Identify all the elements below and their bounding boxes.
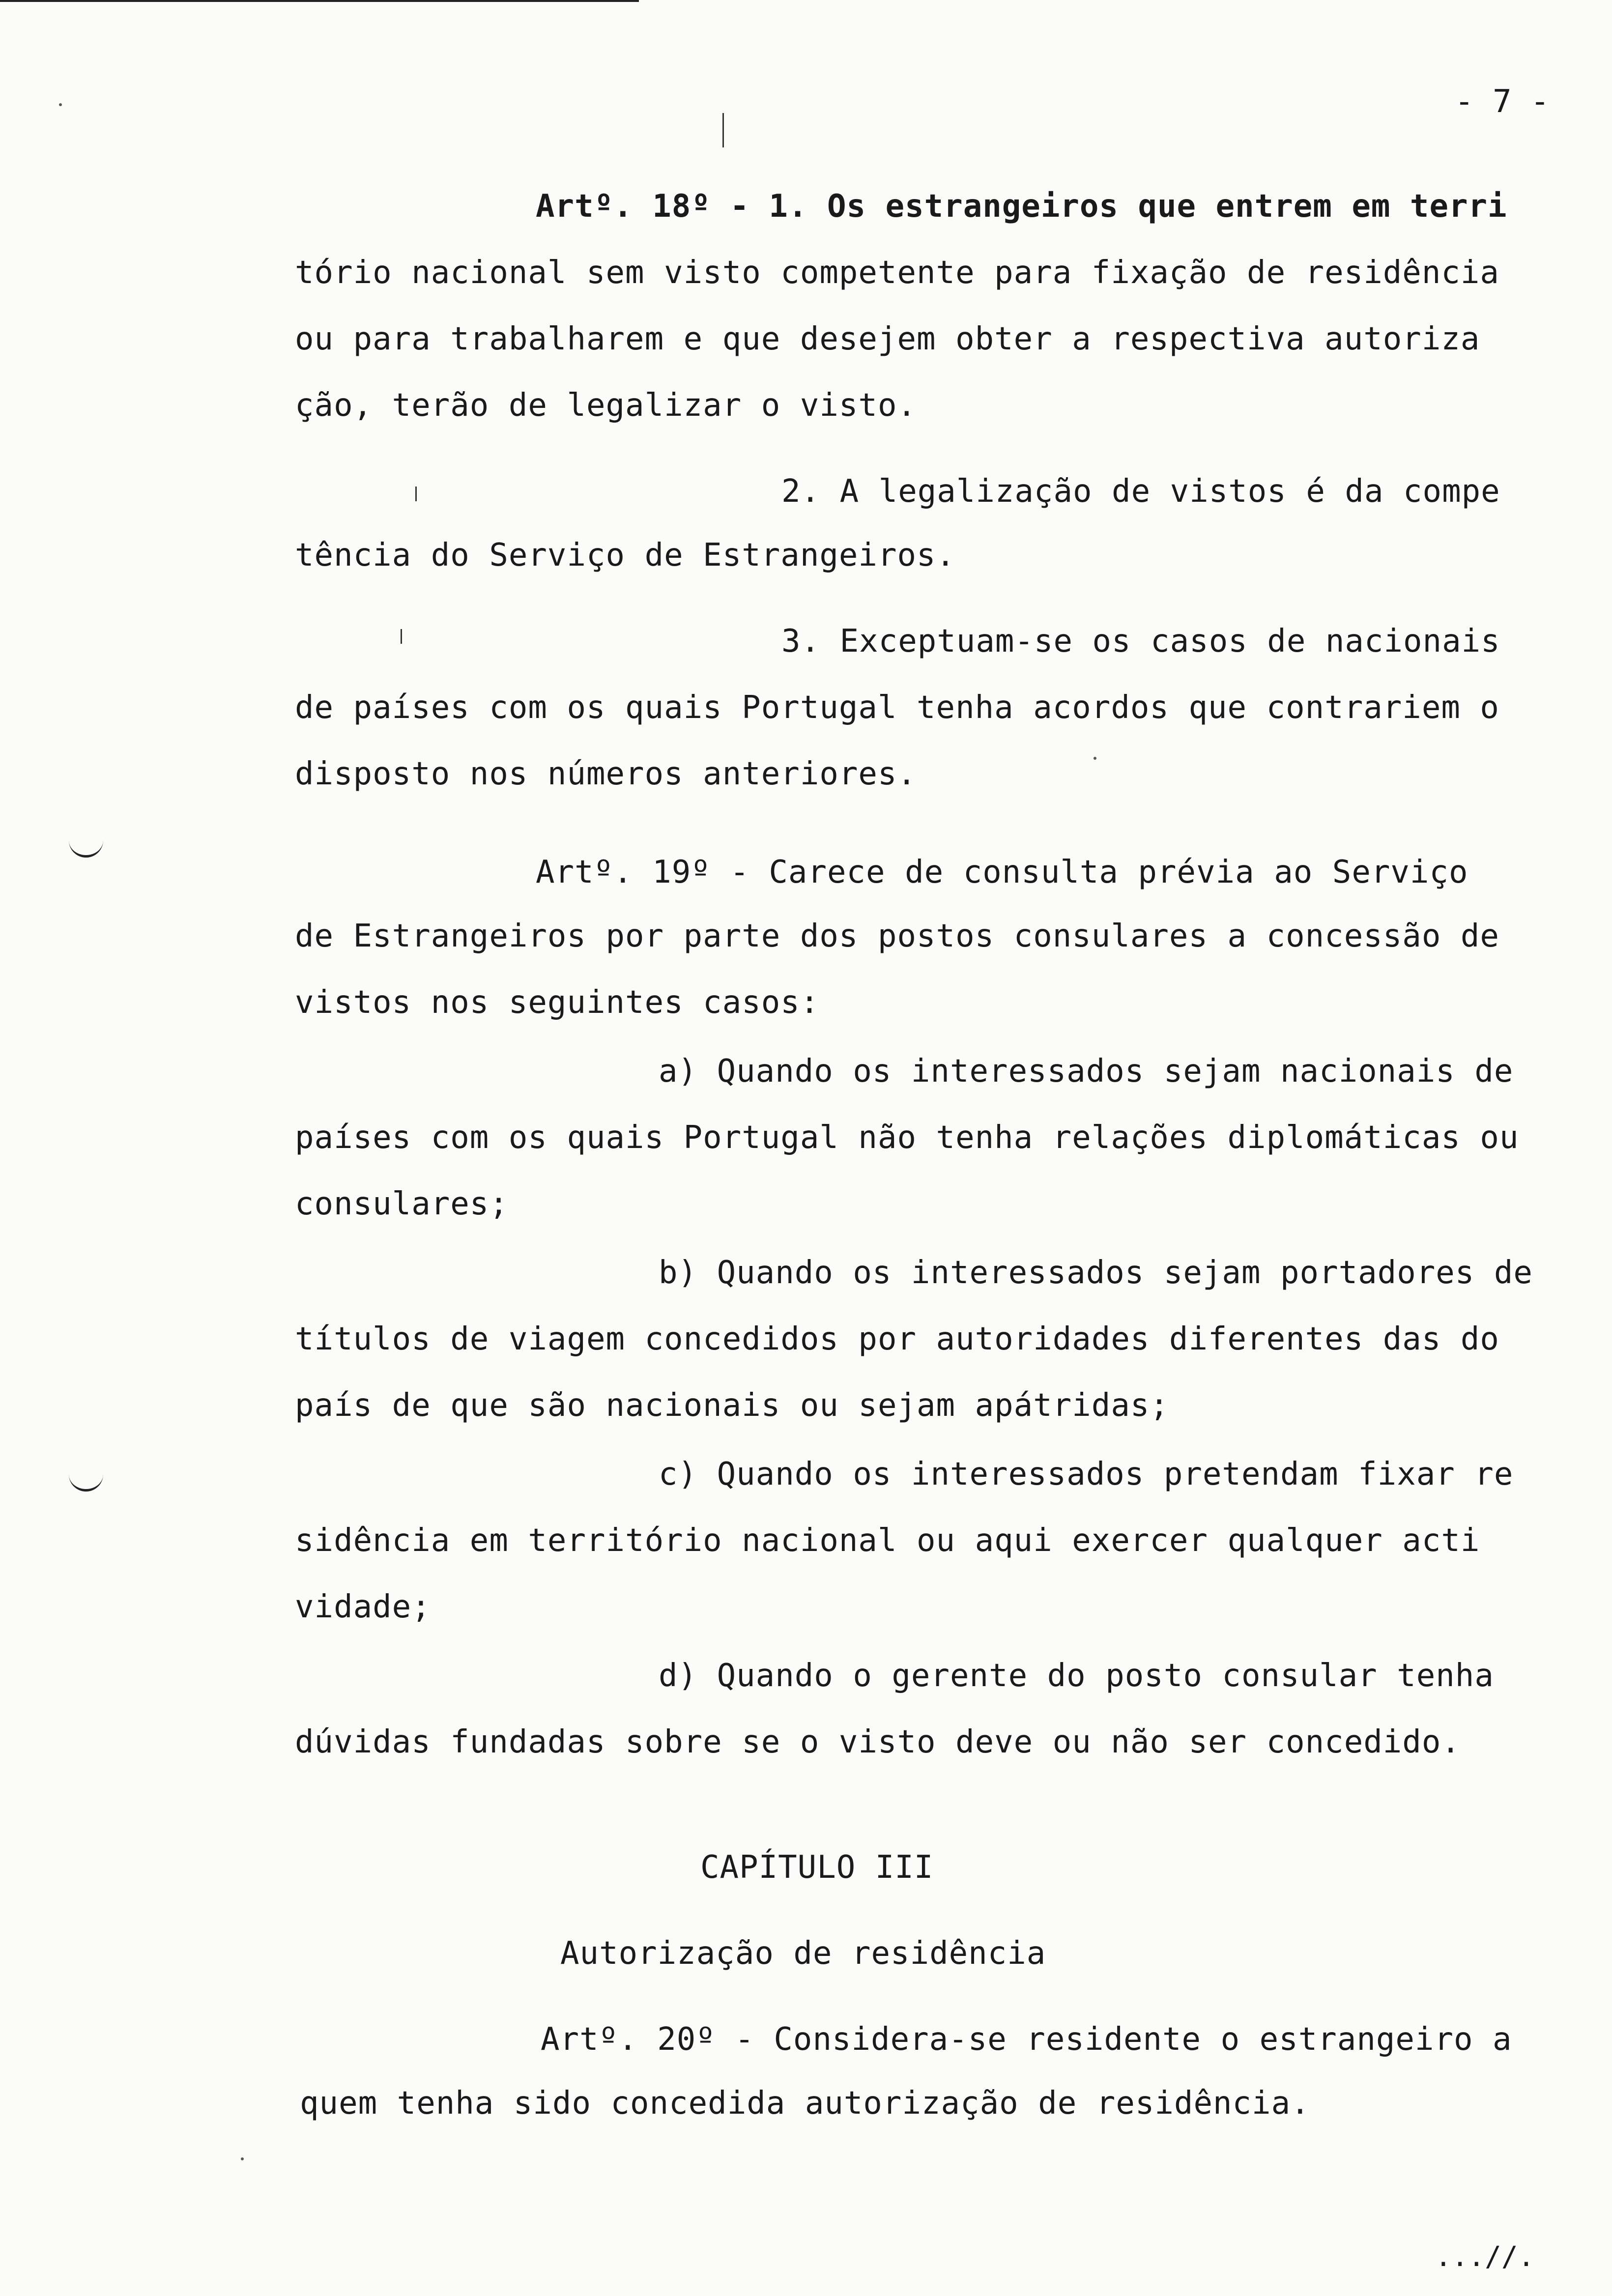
art20-line-2: quem tenha sido concedida autorização de residência. [300, 2085, 1310, 2122]
continuation-mark: ...//. [1435, 2241, 1535, 2273]
scan-speck [59, 103, 62, 106]
scan-tick [722, 113, 724, 147]
art19-a-line-2: países com os quais Portugal não tenha relações diplomáticas ou [295, 1119, 1519, 1156]
art18-3-line-2: de países com os quais Portugal tenha acordos que contrariem o [295, 689, 1499, 726]
art19-a-line-1: a) Quando os interessados sejam nacionais de [659, 1053, 1514, 1090]
chapter-subtitle: Autorização de residência [560, 1935, 1046, 1972]
art18-3-line-1: 3. Exceptuam-se os casos de nacionais [781, 623, 1500, 660]
art19-b-line-2: títulos de viagem concedidos por autoridades diferentes das do [295, 1321, 1499, 1357]
art18-line-1: Artº. 18º - 1. Os estrangeiros que entrem em terri [536, 188, 1507, 225]
art19-c-line-2: sidência em território nacional ou aqui exercer qualquer acti [295, 1522, 1480, 1559]
art19-b-line-3: país de que são nacionais ou sejam apátridas; [295, 1387, 1169, 1424]
page-number: - 7 - [1455, 84, 1550, 120]
punch-hole-mark [69, 835, 103, 858]
art18-line-4: ção, terão de legalizar o visto. [295, 387, 917, 424]
art19-c-line-3: vidade; [295, 1589, 431, 1625]
art19-b-line-1: b) Quando os interessados sejam portadores de [659, 1255, 1533, 1291]
scan-speck [241, 2157, 244, 2160]
art19-d-line-1: d) Quando o gerente do posto consular tenha [659, 1658, 1494, 1694]
art18-2-line-1: 2. A legalização de vistos é da compe [781, 473, 1500, 510]
art19-c-line-1: c) Quando os interessados pretendam fixar re [659, 1456, 1514, 1492]
art18-line-3: ou para trabalharem e que desejem obter a respectiva autoriza [295, 321, 1480, 357]
art18-2-line-2: tência do Serviço de Estrangeiros. [295, 537, 956, 574]
scan-tick [401, 629, 402, 644]
art19-line-1: Artº. 19º - Carece de consulta prévia ao Serviço [536, 854, 1468, 890]
art19-line-2: de Estrangeiros por parte dos postos consulares a concessão de [295, 918, 1499, 954]
art18-line-2: tório nacional sem visto competente para fixação de residência [295, 255, 1499, 291]
top-edge-line [0, 0, 639, 2]
art19-a-line-3: consulares; [295, 1186, 509, 1222]
art18-3-line-3: disposto nos números anteriores. [295, 756, 917, 792]
punch-hole-mark [69, 1469, 103, 1492]
art19-line-3: vistos nos seguintes casos: [295, 984, 820, 1021]
scan-speck [1094, 757, 1096, 760]
scan-tick [415, 487, 417, 501]
chapter-title: CAPÍTULO III [700, 1849, 934, 1886]
art19-d-line-2: dúvidas fundadas sobre se o visto deve ou não ser concedido. [295, 1724, 1461, 1760]
art20-line-1: Artº. 20º - Considera-se residente o estrangeiro a [541, 2021, 1512, 2058]
